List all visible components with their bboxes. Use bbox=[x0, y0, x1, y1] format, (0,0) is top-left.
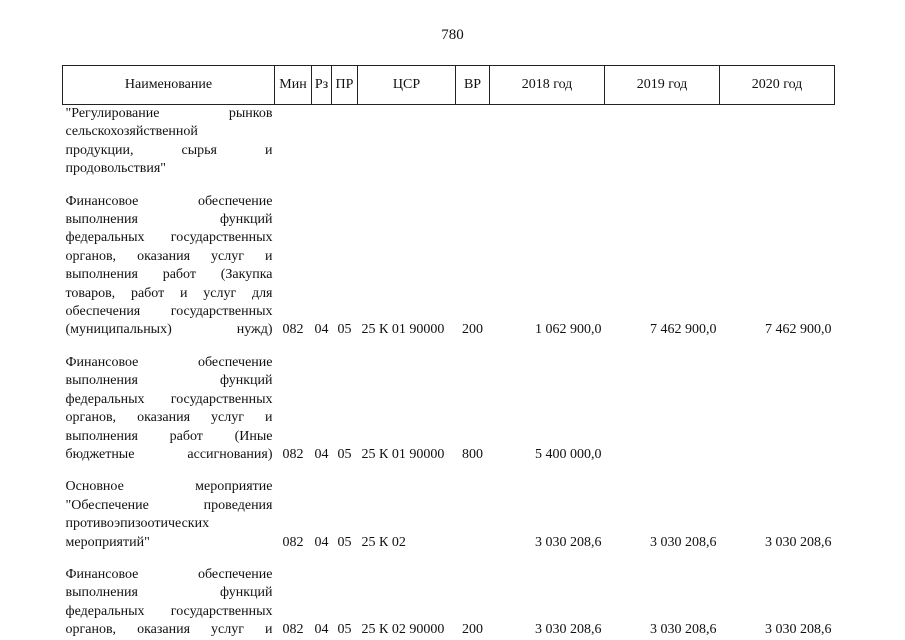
cell-name bbox=[63, 354, 275, 464]
cell-csr: 25 К 02 bbox=[361, 534, 406, 550]
budget-table bbox=[62, 65, 835, 640]
cell-2019: 7 462 900,0 bbox=[650, 322, 717, 338]
cell-csr: 25 К 01 90000 bbox=[361, 322, 445, 338]
cell-rz: 04 bbox=[314, 534, 329, 550]
header-2018: 2018 год bbox=[490, 66, 605, 105]
name-line: органов, оказания услуг и bbox=[65, 410, 273, 426]
cell-name bbox=[63, 193, 275, 340]
name-line: мероприятий" bbox=[65, 534, 150, 550]
name-line: продовольствия" bbox=[65, 161, 167, 177]
cell-2020: 3 030 208,6 bbox=[765, 534, 832, 550]
cell-pr: 05 bbox=[337, 622, 352, 638]
cell-min: 082 bbox=[282, 322, 304, 338]
name-line: Финансовое обеспечение bbox=[65, 354, 273, 370]
name-line: "Регулирование рынков bbox=[65, 106, 273, 121]
name-line: "Обеспечение проведения bbox=[65, 497, 273, 513]
cell-vr: 800 bbox=[462, 446, 483, 462]
name-line: Финансовое обеспечение bbox=[65, 566, 273, 582]
table-row bbox=[63, 566, 835, 640]
name-line: выполнения работ (Иные bbox=[65, 428, 273, 444]
cell-csr bbox=[358, 105, 456, 179]
cell-rz: 04 bbox=[314, 622, 329, 638]
row-spacer bbox=[63, 179, 835, 193]
table-row bbox=[63, 193, 835, 340]
header-csr: ЦСР bbox=[358, 66, 456, 105]
cell-min: 082 bbox=[282, 622, 304, 638]
cell-rz: 04 bbox=[314, 322, 329, 338]
cell-2019: 3 030 208,6 bbox=[650, 622, 717, 638]
table-body bbox=[63, 105, 835, 640]
name-line: органов, оказания услуг и bbox=[65, 622, 273, 638]
cell-2019 bbox=[605, 105, 720, 179]
cell-pr: 05 bbox=[337, 322, 352, 338]
name-line: товаров, работ и услуг для bbox=[65, 285, 273, 301]
cell-2018 bbox=[490, 105, 605, 179]
cell-min: 082 bbox=[282, 446, 304, 462]
cell-2020: 7 462 900,0 bbox=[765, 322, 832, 338]
cell-name bbox=[63, 566, 275, 640]
header-min: Мин bbox=[275, 66, 312, 105]
cell-name bbox=[63, 478, 275, 552]
cell-pr bbox=[332, 105, 358, 179]
cell-csr: 25 К 01 90000 bbox=[361, 446, 445, 462]
header-name: Наименование bbox=[63, 66, 275, 105]
name-line: обеспечения государственных bbox=[65, 304, 273, 320]
cell-min bbox=[275, 105, 312, 179]
name-line: бюджетные ассигнования) bbox=[65, 446, 273, 462]
cell-vr: 200 bbox=[462, 622, 483, 638]
name-line: выполнения работ (Закупка bbox=[65, 267, 273, 283]
table-row bbox=[63, 354, 835, 464]
cell-rz: 04 bbox=[314, 446, 329, 462]
table-row bbox=[63, 478, 835, 552]
name-line: (муниципальных) нужд) bbox=[65, 322, 273, 338]
cell-name bbox=[63, 105, 275, 179]
cell-vr bbox=[456, 478, 490, 552]
cell-2019: 3 030 208,6 bbox=[650, 534, 717, 550]
name-line: Финансовое обеспечение bbox=[65, 193, 273, 209]
name-line: сельскохозяйственной bbox=[65, 124, 198, 140]
cell-csr: 25 К 02 90000 bbox=[361, 622, 445, 638]
cell-2020 bbox=[720, 354, 835, 464]
cell-rz bbox=[312, 105, 332, 179]
table-row bbox=[63, 105, 835, 179]
header-rz: Рз bbox=[312, 66, 332, 105]
cell-2020: 3 030 208,6 bbox=[765, 622, 832, 638]
header-2020: 2020 год bbox=[720, 66, 835, 105]
cell-2020 bbox=[720, 105, 835, 179]
name-line: выполнения функций bbox=[65, 373, 273, 389]
cell-pr: 05 bbox=[337, 446, 352, 462]
name-line: органов, оказания услуг и bbox=[65, 248, 273, 264]
name-line: Основное мероприятие bbox=[65, 479, 273, 495]
cell-2018: 1 062 900,0 bbox=[535, 322, 602, 338]
name-line: выполнения функций bbox=[65, 212, 273, 228]
row-spacer bbox=[63, 552, 835, 566]
cell-vr bbox=[456, 105, 490, 179]
row-spacer bbox=[63, 340, 835, 354]
header-vr: ВР bbox=[456, 66, 490, 105]
cell-2018: 3 030 208,6 bbox=[535, 622, 602, 638]
row-spacer bbox=[63, 464, 835, 478]
name-line: противоэпизоотических bbox=[65, 516, 210, 532]
cell-2018: 5 400 000,0 bbox=[535, 446, 602, 462]
name-line: федеральных государственных bbox=[65, 230, 273, 246]
name-line: продукции, сырья и bbox=[65, 142, 273, 158]
name-line: федеральных государственных bbox=[65, 391, 273, 407]
table-header bbox=[63, 66, 835, 105]
cell-2019 bbox=[605, 354, 720, 464]
cell-pr: 05 bbox=[337, 534, 352, 550]
name-line: федеральных государственных bbox=[65, 603, 273, 619]
cell-vr: 200 bbox=[462, 322, 483, 338]
name-line: выполнения функций bbox=[65, 585, 273, 601]
page-number: 780 bbox=[441, 27, 464, 43]
header-pr: ПР bbox=[332, 66, 358, 105]
header-2019: 2019 год bbox=[605, 66, 720, 105]
cell-min: 082 bbox=[282, 534, 304, 550]
cell-2018: 3 030 208,6 bbox=[535, 534, 602, 550]
